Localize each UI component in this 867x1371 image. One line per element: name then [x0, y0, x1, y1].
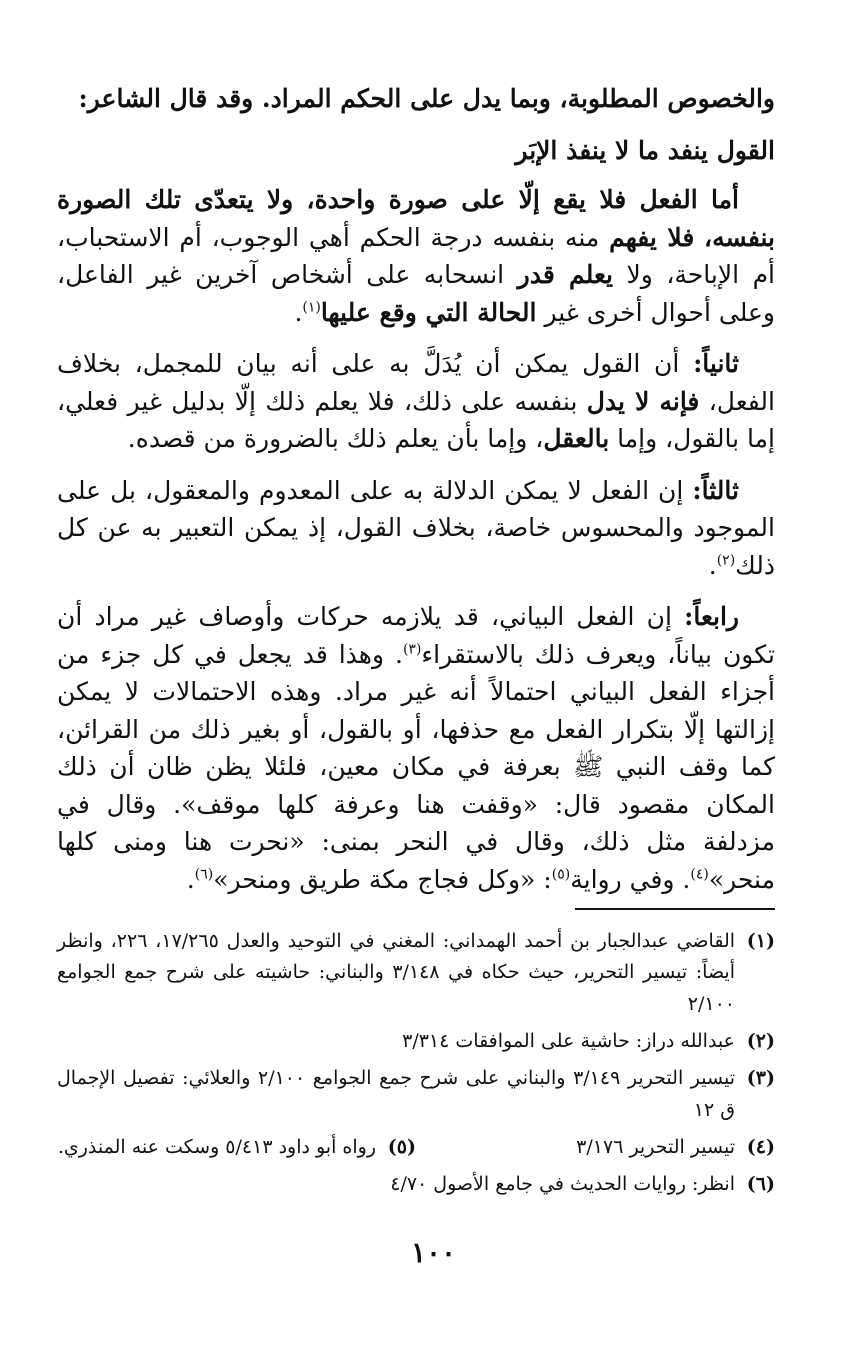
second-text-1: أن القول يمكن أن يُدَلَّ به على أنه بيان للمجمل، بخلاف الفعل،	[57, 349, 775, 416]
fourth-lead: رابعاً:	[684, 602, 739, 631]
first-lead: أما الفعل فلا يقع إلّا على صورة واحدة، ولا يتعدّى تلك الصورة بنفسه،	[57, 185, 775, 252]
fourth-text-1: إن الفعل البياني، قد يلازمه حركات وأوصاف غير مراد أن تكون بياناً، ويعرف ذلك بالاستقراء	[57, 602, 775, 669]
footnote-ref-6[interactable]: (٦)	[194, 866, 214, 883]
footnote-ref-4[interactable]: (٤)	[690, 866, 709, 883]
intro-line: والخصوص المطلوبة، وبما يدل على الحكم المراد. وقد قال الشاعر:	[78, 84, 775, 113]
fourth-end: .	[186, 864, 195, 894]
third-text-1: إن الفعل لا يمكن الدلالة به على المعدوم والمعقول، بل على الموجود والمحسوس خاصة، بخلاف القول، إذ يمكن التعبير به عن كل ذلك	[57, 475, 775, 580]
footnote-number: (٤)	[746, 1136, 775, 1159]
footnotes	[57, 926, 775, 1207]
first-bold-3: الحالة التي وقع عليها	[320, 297, 537, 327]
footnote-number: (٥)	[387, 1136, 416, 1159]
third-end: .	[708, 550, 717, 580]
footnote-5	[57, 1132, 416, 1163]
footnote-text: القاضي عبدالجبار بن أحمد الهمداني: المغني في التوحيد والعدل ١٧/٢٦٥، ٢٢٦، وانظر أيضاً: تيسير التحرير، حيث حكاه في ٣/١٤٨ والبناني: حاشيته على شرح جمع الجوامع ٢/١٠٠	[57, 930, 736, 1015]
first-bold-1: فلا يفهم	[609, 222, 695, 252]
footnote-3	[57, 1063, 775, 1126]
footnote-number: (٣)	[746, 1067, 775, 1090]
fourth-text-3: . وفي رواية	[570, 864, 691, 894]
footnote-4	[416, 1132, 775, 1163]
footnote-ref-1[interactable]: (١)	[302, 299, 321, 316]
footnote-text: انظر: روايات الحديث في جامع الأصول ٤/٧٠	[390, 1173, 735, 1196]
second-bold-2: بالعقل	[543, 424, 610, 453]
first-text-2: انسحابه على أشخاص آخرين غير الفاعل، وعلى أحوال أخرى غير	[57, 260, 775, 327]
second-lead: ثانياً:	[693, 349, 739, 378]
paragraph-second	[57, 345, 775, 458]
footnote-text: تيسير التحرير ٣/١٧٦	[576, 1136, 735, 1159]
footnote-2	[57, 1026, 775, 1057]
footnote-ref-3[interactable]: (٣)	[402, 641, 422, 658]
footnote-text: عبدالله دراز: حاشية على الموافقات ٣/٣١٤	[402, 1030, 735, 1053]
verse-line: القول ينفد ما لا ينفذ الإبَر	[515, 135, 775, 165]
second-bold-1: فإنه لا يدل	[586, 386, 700, 416]
paragraph-fourth	[57, 598, 775, 898]
second-text-2: بنفسه على ذلك، فلا يعلم ذلك إلّا بدليل غير فعلي، إما بالقول، وإما	[57, 386, 775, 453]
footnote-number: (٦)	[746, 1173, 775, 1196]
footnote-text: تيسير التحرير ٣/١٤٩ والبناني على شرح جمع الجوامع ٢/١٠٠ والعلائي: تفصيل الإجمال ق ١٢	[57, 1067, 735, 1121]
third-lead: ثالثاً:	[692, 475, 739, 505]
first-bold-2: يعلم قدر	[517, 260, 613, 289]
footnote-divider	[575, 908, 775, 910]
second-text-3: ، وإما بأن يعلم ذلك بالضرورة من قصده.	[127, 424, 544, 453]
footnote-number: (٢)	[746, 1030, 775, 1053]
fourth-text-2: . وهذا قد يجعل في كل جزء من أجزاء الفعل البياني احتمالاً أنه غير مراد. وهذه الاحتمالات لا يمكن إزالتها إلّا بتكرار الفعل مع حذفها، أو بالقول، أو بغير ذلك من القرائن، كما وقف النبي ﷺ بعرفة في مكان معين، فلئلا يظن ظان أن ذلك المكان مقصود قال: «وقفت هنا وعرفة كلها موقف». وقال في مزدلفة مثل ذلك، وقال في النحر بمنى: «نحرت هنا ومنى كلها منحر»	[57, 639, 775, 894]
first-text-1: منه بنفسه درجة الحكم أهي الوجوب، أم الاستحباب، أم الإباحة، ولا	[57, 222, 775, 289]
paragraph-third	[57, 472, 775, 585]
footnote-row-4-5	[57, 1132, 775, 1163]
footnote-ref-5[interactable]: (٥)	[551, 866, 571, 883]
footnote-6	[57, 1169, 775, 1200]
first-end: .	[294, 297, 303, 327]
fourth-text-4: : «وكل فجاج مكة طريق ومنحر»	[213, 864, 552, 894]
paragraph-intro	[57, 80, 775, 118]
footnote-ref-2[interactable]: (٢)	[716, 552, 736, 569]
footnote-text: رواه أبو داود ٥/٤١٣ وسكت عنه المنذري.	[57, 1136, 376, 1159]
paragraph-first	[57, 181, 775, 331]
page-number: ١٠٠	[410, 1236, 457, 1269]
footnote-1	[57, 926, 775, 1020]
main-text	[57, 80, 775, 912]
footnote-number: (١)	[746, 930, 775, 952]
